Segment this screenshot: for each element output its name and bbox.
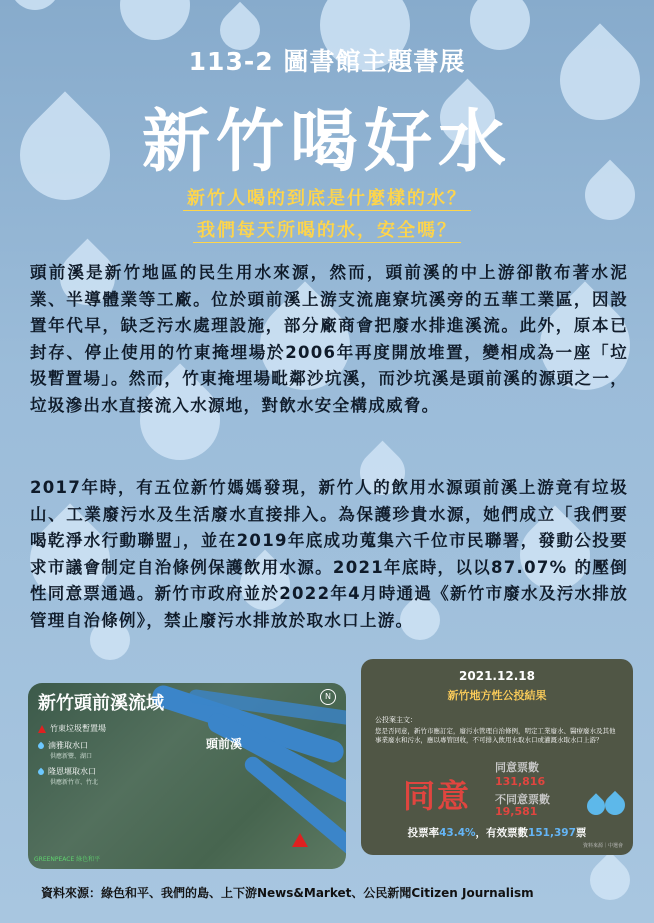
vote-question-label: 公投案主文：: [375, 716, 417, 724]
legend-sub: 供應新竹市、竹北: [50, 779, 99, 786]
river-basin-map: [28, 683, 346, 869]
exhibition-subtitle: 113-2 圖書館主題書展: [188, 47, 466, 76]
map-legend: [38, 723, 106, 788]
result-text: 同意: [403, 777, 472, 815]
turnout-line: 投票率43.4%，有效票數151,397票: [407, 827, 587, 839]
legend-item-landfill: 竹東垃圾暫置場: [38, 723, 106, 734]
compass-icon: N: [320, 689, 336, 705]
paragraph-background: 頭前溪是新竹地區的民生用水來源，然而，頭前溪的中上游卻散布著水泥業、半導體業等工廠。位於頭前溪上游支流鹿寮坑溪旁的五華工業區，因設置年代早，缺乏污水處理設施，部分廠商會把廢水排進溪流。此外，原本已封存、停止使用的竹東掩埋場於2006年再度開放堆置，變相成為一座「垃圾暫置場」。然而，竹東掩埋場毗鄰沙坑溪，而沙坑溪是頭前溪的源頭之一，垃圾滲出水直接流入水源地，對飲水安全構成威脅。: [30, 263, 628, 415]
sources-line: 資料來源：綠色和平、我們的島、上下游News&Market、公民新聞Citizen Journalism: [41, 886, 534, 900]
vote-title: 新竹地方性公投結果: [447, 689, 547, 702]
question-2: 我們每天所喝的水，安全嗎？: [0, 216, 654, 242]
legend-item-intake-2: 隆恩堰取水口: [38, 766, 106, 777]
poster-title: 新竹喝好水: [141, 103, 512, 182]
paragraph-history: 2017年時，有五位新竹媽媽發現，新竹人的飲用水源頭前溪上游竟有垃圾山、工業廢污水及生活廢水直接排入。為保護珍貴水源，她們成立「我們要喝乾淨水行動聯盟」，並在2019年底成功蒐集六千位市民聯署，發動公投要求市議會制定自治條例保護飲用水源。2021年底時，以以87.07% 的壓倒性同意票通過。新竹市政府並於2022年4月時通過《新竹市廢水及污水排放管理自治條例》，禁止廢污水排放於取水口上游。: [30, 478, 628, 630]
map-credit: GREENPEACE 綠色和平: [34, 856, 101, 863]
referendum-result-card: [361, 659, 633, 855]
vote-question: 您是否同意，新竹市應訂定，廢污水管理自治條例，明定工業廢水、醫療廢水及其他事業廢水和污水，應以專管回收，不可排入飲用水取水口或灌溉水取水口上游？: [375, 727, 616, 744]
river-shape: [149, 683, 346, 765]
red-triangle-icon: [38, 725, 46, 733]
question-1: 新竹人喝的到底是什麼樣的水？: [0, 184, 654, 210]
agree-label: 同意票數: [495, 761, 539, 774]
river-label: 頭前溪: [206, 737, 243, 751]
landfill-marker-icon: [292, 833, 308, 847]
water-drop-icon: [37, 767, 45, 775]
legend-sub: 供應新豐、湖口: [50, 753, 93, 760]
water-drop-icon: [37, 741, 45, 749]
agree-count: 131,816: [495, 775, 546, 788]
vote-date: 2021.12.18: [459, 669, 535, 683]
map-title: 新竹頭前溪流域: [38, 693, 164, 714]
legend-item-intake-1: 湳雅取水口: [38, 740, 106, 751]
water-drop-icon: [601, 791, 629, 819]
vote-credit: 資料來源｜中選會: [582, 843, 623, 849]
disagree-count: 19,581: [495, 805, 538, 818]
disagree-label: 不同意票數: [495, 793, 550, 806]
